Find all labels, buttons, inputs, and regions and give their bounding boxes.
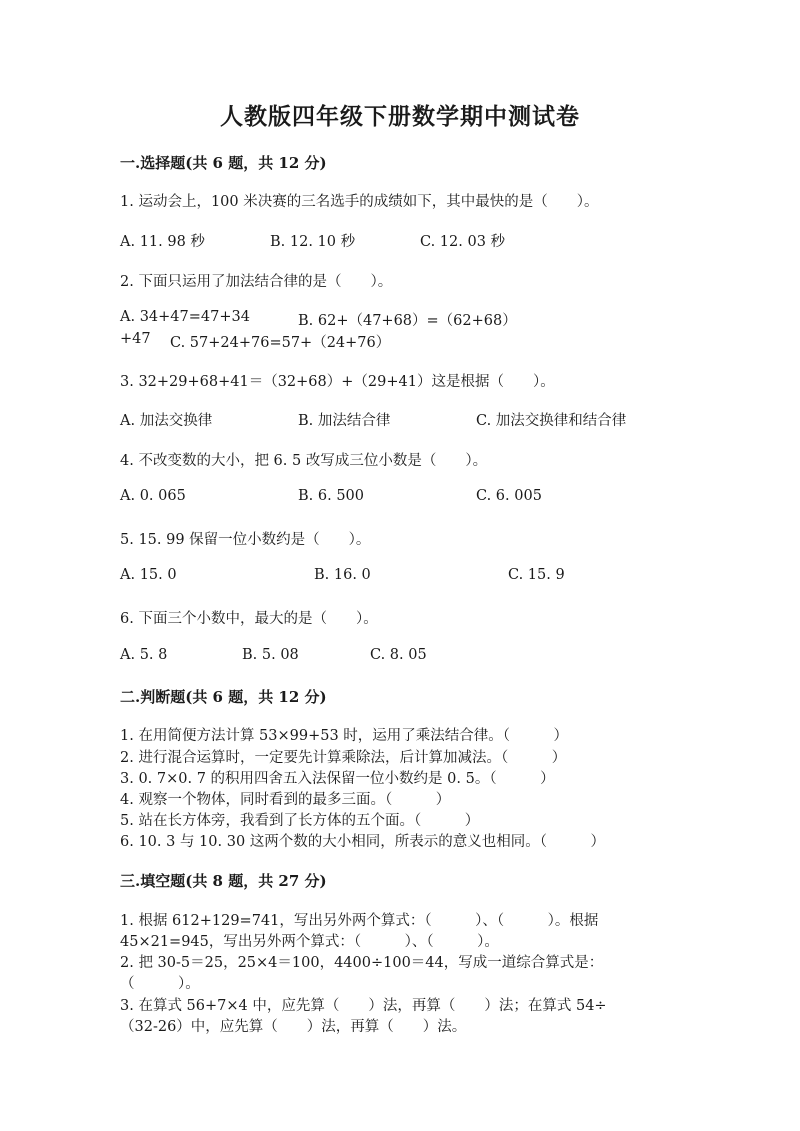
option-c: C. 57+24+76=57+（24+76）	[170, 335, 391, 351]
fill-blank-line: 45×21=945，写出另外两个算式：（ ）、（ ）。	[120, 934, 499, 950]
judgement-item: 2. 进行混合运算时，一定要先计算乘除法，后计算加减法。（ ）	[120, 750, 567, 766]
question-stem: 6. 下面三个小数中，最大的是（ ）。	[120, 611, 378, 627]
section-heading-judgement: 二.判断题(共 6 题，共 12 分)	[120, 688, 327, 706]
question-stem: 5. 15. 99 保留一位小数约是（ ）。	[120, 532, 371, 548]
question-options	[120, 309, 680, 351]
judgement-item: 5. 站在长方体旁，我看到了长方体的五个面。（ ）	[120, 813, 480, 829]
option-a: A. 加法交换律	[120, 413, 213, 429]
section-heading-fill-blank: 三.填空题(共 8 题，共 27 分)	[120, 872, 327, 890]
fill-blank-line: （32-26）中，应先算（ ）法，再算（ ）法。	[120, 1019, 467, 1035]
option-b: B. 62+（47+68）=（62+68）	[298, 313, 517, 329]
fill-blank-line: 1. 根据 612+129=741，写出另外两个算式：（ ）、（ ）。根据	[120, 913, 599, 929]
option-a: A. 15. 0	[120, 567, 177, 583]
option-b: B. 16. 0	[314, 567, 371, 583]
question-options	[120, 230, 680, 250]
judgement-item: 4. 观察一个物体，同时看到的最多三面。（ ）	[120, 792, 451, 808]
option-a: A. 0. 065	[120, 488, 186, 504]
question-stem: 3. 32+29+68+41＝（32+68）+（29+41）这是根据（ ）。	[120, 374, 555, 390]
option-c: C. 15. 9	[508, 567, 565, 583]
judgement-item: 1. 在用简便方法计算 53×99+53 时，运用了乘法结合律。（ ）	[120, 728, 569, 744]
option-a: A. 11. 98 秒	[120, 234, 205, 250]
question-options	[120, 409, 680, 429]
fill-blank-line: 3. 在算式 56+7×4 中，应先算（ ）法，再算（ ）法；在算式 54÷	[120, 998, 607, 1014]
question-options	[120, 488, 680, 508]
fill-blank-line: 2. 把 30-5＝25，25×4＝100，4400÷100＝44，写成一道综合算式是：	[120, 955, 604, 971]
option-a: A. 5. 8	[120, 647, 168, 663]
question-options	[120, 567, 680, 587]
fill-blank-line: （ ）。	[120, 976, 200, 992]
option-c: C. 12. 03 秒	[420, 234, 506, 250]
question-stem: 1. 运动会上，100 米决赛的三名选手的成绩如下，其中最快的是（ ）。	[120, 194, 599, 210]
option-b: B. 5. 08	[242, 647, 299, 663]
page-title: 人教版四年级下册数学期中测试卷	[220, 103, 580, 130]
option-c: C. 8. 05	[370, 647, 427, 663]
question-options	[120, 647, 680, 667]
option-b-continued: +47	[120, 331, 151, 347]
section-heading-choice: 一.选择题(共 6 题，共 12 分)	[120, 154, 327, 172]
option-b: B. 12. 10 秒	[270, 234, 356, 250]
option-a: A. 34+47=47+34	[120, 309, 250, 325]
option-b: B. 加法结合律	[298, 413, 391, 429]
judgement-item: 6. 10. 3 与 10. 30 这两个数的大小相同，所表示的意义也相同。（ ）	[120, 834, 606, 850]
question-stem: 4. 不改变数的大小，把 6. 5 改写成三位小数是（ ）。	[120, 453, 488, 469]
option-c: C. 6. 005	[476, 488, 542, 504]
option-b: B. 6. 500	[298, 488, 364, 504]
option-c: C. 加法交换律和结合律	[476, 413, 627, 429]
question-stem: 2. 下面只运用了加法结合律的是（ ）。	[120, 274, 393, 290]
judgement-item: 3. 0. 7×0. 7 的积用四舍五入法保留一位小数约是 0. 5。（ ）	[120, 771, 555, 787]
